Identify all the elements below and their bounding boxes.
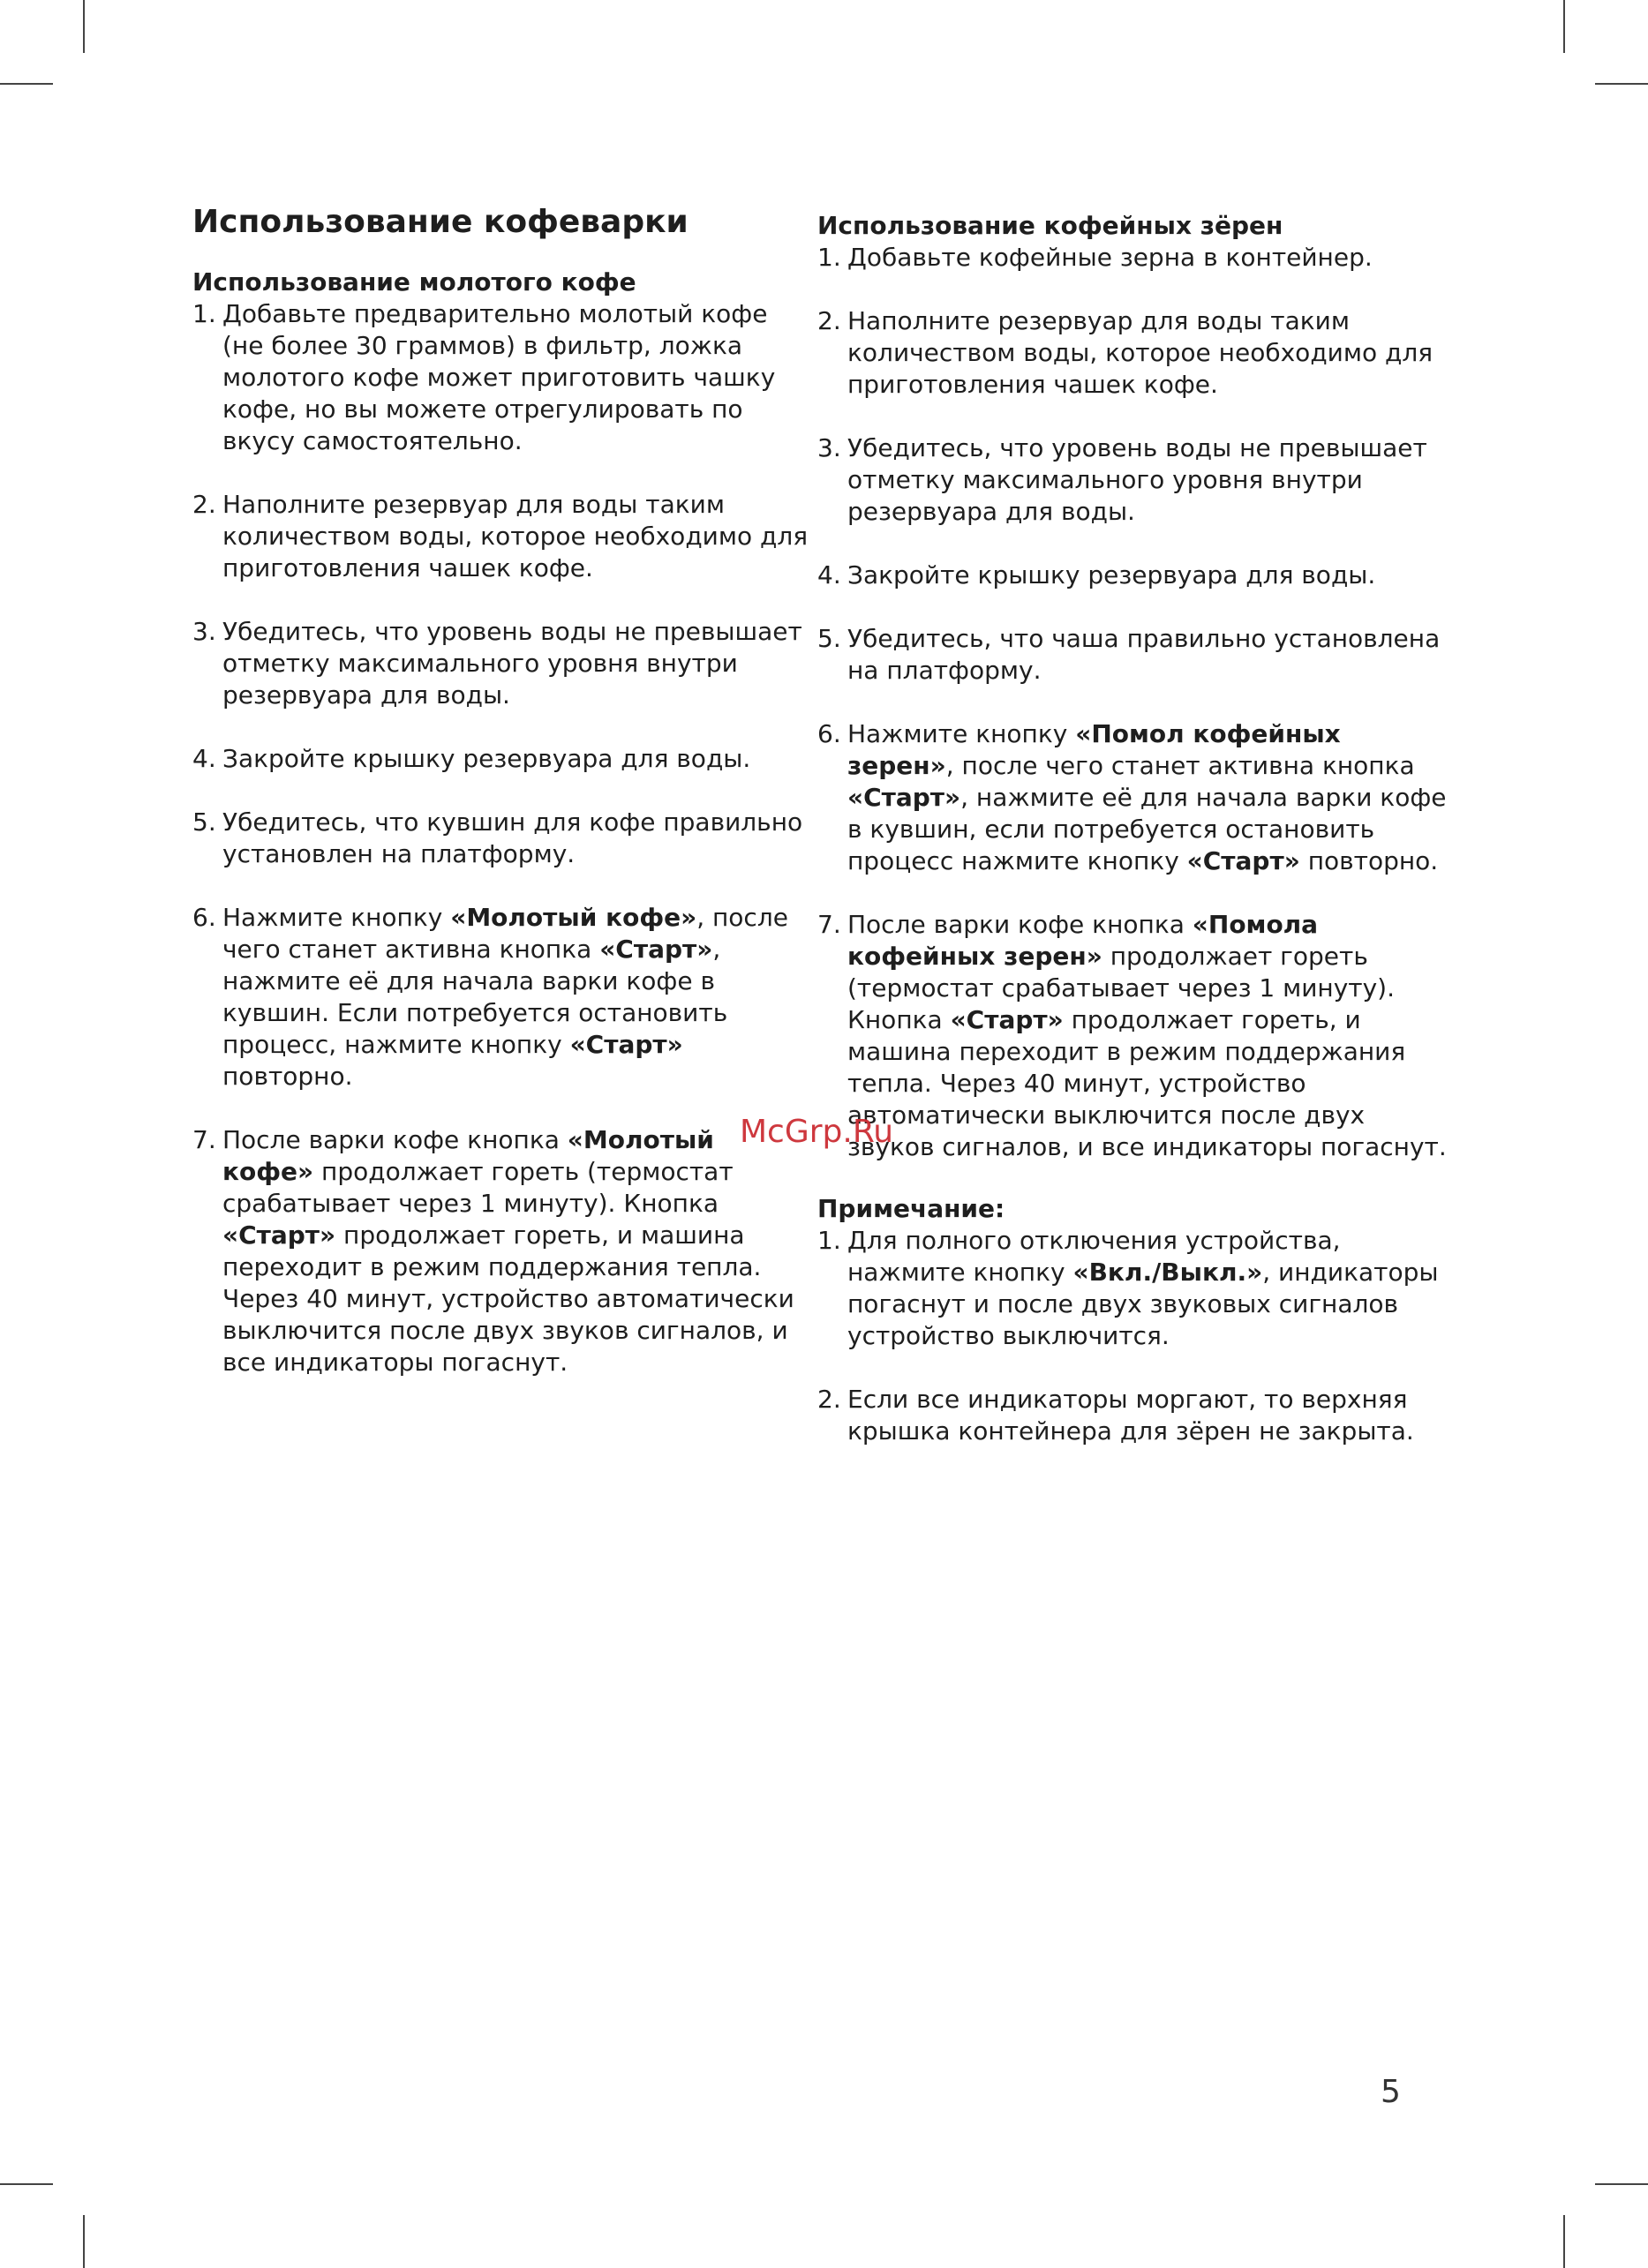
- list-item-number: 1.: [192, 299, 216, 328]
- text-run: продолжает гореть, и машина переходит в режим поддержания тепла. Через 40 минут, устройство автоматически выключится после двух звуков сигналов, и все индикаторы погаснут.: [847, 1005, 1447, 1161]
- text-run: продолжает гореть (термостат срабатывает через 1 минуту). Кнопка: [222, 1157, 734, 1218]
- text-run: Закройте крышку резервуара для воды.: [847, 560, 1376, 590]
- list-item-number: 5.: [192, 807, 216, 837]
- text-run: После варки кофе кнопка: [847, 910, 1193, 939]
- list-item-text: [222, 298, 810, 457]
- list-item-number: 7.: [817, 910, 841, 939]
- text-run: Наполните резервуар для воды таким количеством воды, которое необходимо для приготовления чашек кофе.: [847, 306, 1434, 399]
- ground-coffee-heading: Использование молотого кофе: [192, 267, 636, 297]
- text-run: Закройте крышку резервуара для воды.: [222, 744, 751, 773]
- list-item-number: 3.: [192, 617, 216, 646]
- text-run: , нажмите её для начала варки кофе в кувшин, если потребуется остановить процесс нажмите кнопку: [847, 783, 1447, 875]
- text-run: повторно.: [1299, 846, 1439, 875]
- list-item-number: 2.: [192, 490, 216, 519]
- list-item-number: 1.: [817, 1226, 841, 1255]
- text-run: , индикаторы погаснут и после двух звуковых сигналов устройство выключится.: [847, 1258, 1439, 1350]
- list-item-number: 6.: [817, 719, 841, 748]
- page-title: Использование кофеварки: [192, 204, 689, 240]
- list-item-number: 2.: [817, 306, 841, 335]
- coffee-beans-steps: [817, 242, 1453, 1163]
- text-run: После варки кофе кнопка: [222, 1125, 568, 1154]
- button-name: «Вкл./Выкл.»: [1072, 1258, 1263, 1287]
- list-item-text: [222, 1124, 810, 1378]
- list-item-text: [222, 743, 810, 775]
- page-number: 5: [1381, 2074, 1401, 2110]
- list-item-text: [222, 807, 810, 870]
- list-item: [817, 559, 1453, 591]
- list-item: [817, 305, 1453, 401]
- text-run: Нажмите кнопку: [847, 719, 1076, 748]
- right-column: [817, 203, 1453, 1447]
- text-run: Добавьте предварительно молотый кофе (не более 30 граммов) в фильтр, ложка молотого кофе может приготовить чашку кофе, но вы можете отрегулировать по вкусу самостоятельно.: [222, 299, 776, 455]
- note-steps: [817, 1225, 1453, 1447]
- button-name: «Старт»: [222, 1220, 336, 1250]
- left-column: [192, 203, 810, 1378]
- list-item-text: [222, 616, 810, 711]
- crop-mark: [0, 83, 53, 85]
- coffee-beans-heading: Использование кофейных зёрен: [817, 211, 1283, 240]
- list-item: [817, 1225, 1453, 1352]
- text-run: Убедитесь, что уровень воды не превышает отметку максимального уровня внутри резервуара для воды.: [222, 617, 802, 710]
- list-item-text: [847, 559, 1453, 591]
- list-item-text: [222, 902, 810, 1093]
- text-run: продолжает гореть (термостат срабатывает через 1 минуту). Кнопка: [847, 942, 1396, 1034]
- list-item-number: 4.: [192, 744, 216, 773]
- list-item-number: 4.: [817, 560, 841, 590]
- button-name: «Старт»: [950, 1005, 1064, 1034]
- list-item: [192, 807, 810, 870]
- ground-coffee-steps: [192, 298, 810, 1378]
- note-heading: Примечание:: [817, 1194, 1005, 1223]
- crop-mark: [1595, 2183, 1648, 2185]
- list-item-text: [847, 432, 1453, 528]
- list-item: [817, 242, 1453, 274]
- list-item: [192, 902, 810, 1093]
- text-run: Наполните резервуар для воды таким количеством воды, которое необходимо для приготовления чашек кофе.: [222, 490, 809, 582]
- button-name: «Молотый кофе»: [222, 1125, 714, 1186]
- text-run: Убедитесь, что уровень воды не превышает отметку максимального уровня внутри резервуара для воды.: [847, 433, 1427, 526]
- list-item: [817, 432, 1453, 528]
- list-item-number: 7.: [192, 1125, 216, 1154]
- list-item-number: 6.: [192, 903, 216, 932]
- list-item: [817, 1384, 1453, 1447]
- text-run: Если все индикаторы моргают, то верхняя крышка контейнера для зёрен не закрыта.: [847, 1385, 1414, 1446]
- list-item-text: [847, 909, 1453, 1163]
- list-item-text: [222, 489, 810, 584]
- crop-mark: [83, 0, 85, 53]
- list-item: [192, 489, 810, 584]
- list-item-text: [847, 718, 1453, 877]
- button-name: «Старт»: [847, 783, 961, 812]
- crop-mark: [1563, 0, 1565, 53]
- list-item: [817, 623, 1453, 687]
- list-item: [192, 298, 810, 457]
- button-name: «Помол кофейных зерен»: [847, 719, 1341, 780]
- list-item-number: 3.: [817, 433, 841, 462]
- list-item-number: 2.: [817, 1385, 841, 1414]
- button-name: «Старт»: [569, 1030, 683, 1059]
- text-run: Для полного отключения устройства, нажмите кнопку: [847, 1226, 1341, 1287]
- text-run: , после чего станет активна кнопка: [222, 903, 788, 964]
- list-item-text: [847, 623, 1453, 687]
- text-run: Убедитесь, что чаша правильно установлена на платформу.: [847, 624, 1441, 685]
- list-item: [192, 616, 810, 711]
- crop-mark: [0, 2183, 53, 2185]
- text-run: , нажмите её для начала варки кофе в кувшин. Если потребуется остановить процесс, нажмите кнопку: [222, 935, 728, 1059]
- list-item: [192, 1124, 810, 1378]
- button-name: «Старт»: [599, 935, 713, 964]
- crop-mark: [1563, 2215, 1565, 2268]
- list-item-number: 1.: [817, 243, 841, 272]
- list-item-text: [847, 1225, 1453, 1352]
- text-run: повторно.: [222, 1062, 353, 1091]
- list-item: [817, 909, 1453, 1163]
- list-item-text: [847, 242, 1453, 274]
- button-name: «Молотый кофе»: [450, 903, 697, 932]
- watermark: McGrp.Ru: [740, 1114, 894, 1150]
- list-item: [192, 743, 810, 775]
- text-run: Нажмите кнопку: [222, 903, 451, 932]
- list-item: [817, 718, 1453, 877]
- list-item-number: 5.: [817, 624, 841, 653]
- text-run: , после чего станет активна кнопка: [945, 751, 1415, 780]
- text-run: продолжает гореть, и машина переходит в режим поддержания тепла. Через 40 минут, устройство автоматически выключится после двух звуков сигналов, и все индикаторы погаснут.: [222, 1220, 794, 1377]
- list-item-text: [847, 1384, 1453, 1447]
- button-name: «Старт»: [1186, 846, 1300, 875]
- text-run: Убедитесь, что кувшин для кофе правильно установлен на платформу.: [222, 807, 803, 868]
- crop-mark: [83, 2215, 85, 2268]
- button-name: «Помола кофейных зерен»: [847, 910, 1319, 971]
- text-run: Добавьте кофейные зерна в контейнер.: [847, 243, 1373, 272]
- crop-mark: [1595, 83, 1648, 85]
- list-item-text: [847, 305, 1453, 401]
